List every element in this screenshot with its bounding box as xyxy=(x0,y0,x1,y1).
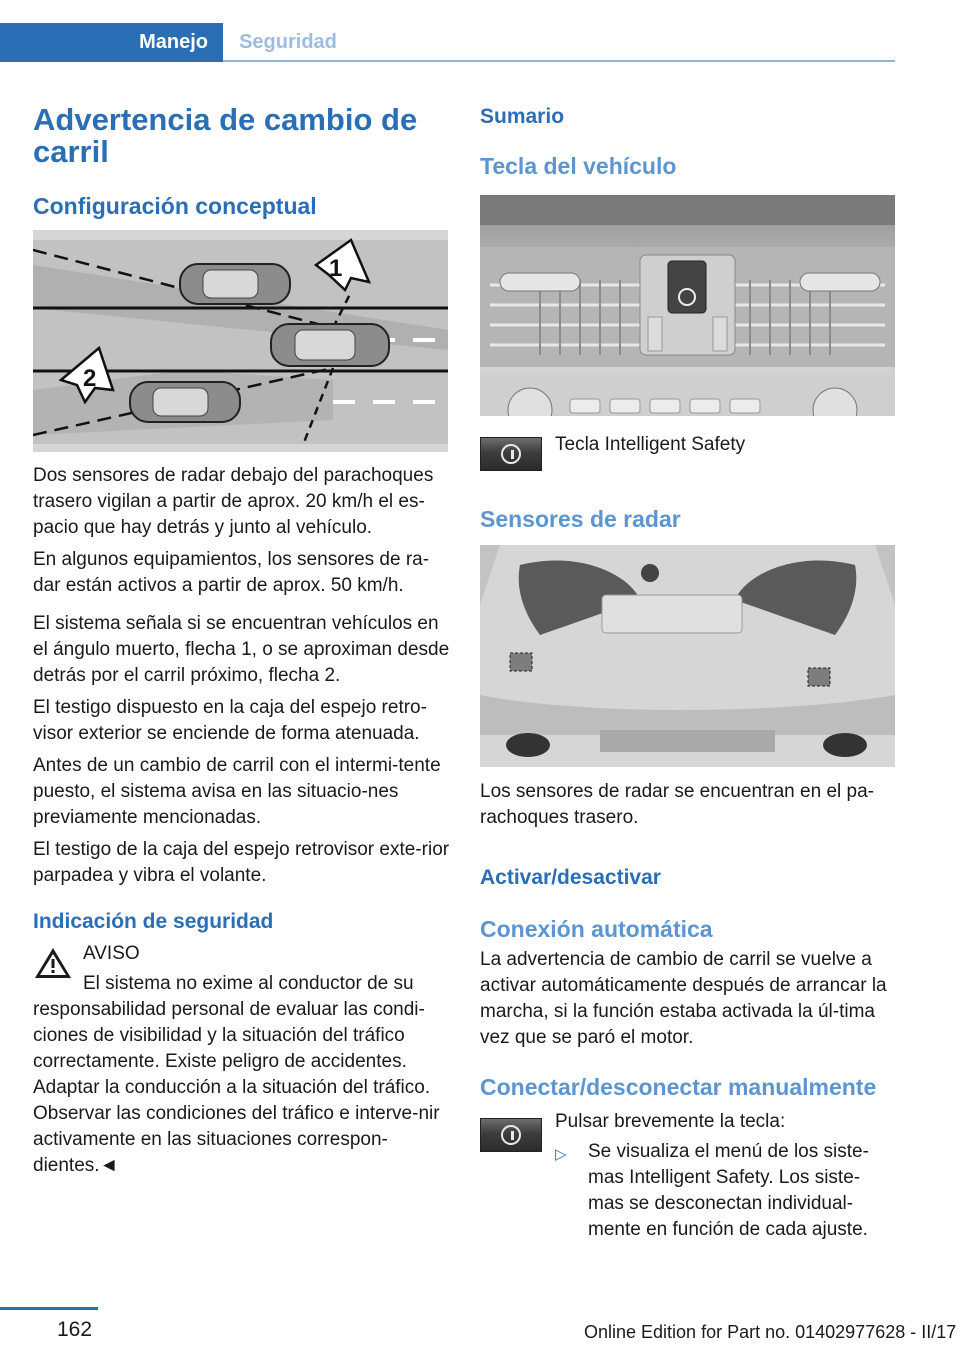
page-title: Advertencia de cambio de carril xyxy=(33,102,418,169)
paragraph: El sistema señala si se encuentran vehículos en el ángulo muerto, flecha 1, o se aproximan desde detrás por el carril próximo, flecha 2. xyxy=(33,613,450,686)
intelligent-safety-button-icon xyxy=(480,437,542,471)
sensores-heading: Sensores de radar xyxy=(480,506,681,532)
paragraph: Antes de un cambio de carril con el intermi-tente puesto, el sistema avisa en las situacio-nes previamente mencionadas. xyxy=(33,755,441,828)
sensores-text: Los sensores de radar se encuentran en el pa-rachoques trasero. xyxy=(480,781,874,828)
warning-block xyxy=(33,941,453,1179)
edition-text: Online Edition for Part no. 01402977628 - II/17 xyxy=(584,1322,957,1342)
arrow-label-1: 1 xyxy=(329,255,343,282)
safety-heading: Indicación de seguridad xyxy=(33,910,274,933)
bullet-marker: ▷ xyxy=(555,1146,567,1163)
tecla-heading: Tecla del vehículo xyxy=(480,153,677,179)
paragraph: En algunos equipamientos, los sensores de ra-dar están activos a partir de aprox. 50 km/h. xyxy=(33,549,430,596)
left-column-body xyxy=(33,463,453,1179)
section-heading-configuracion: Configuración conceptual xyxy=(33,193,317,219)
lane-diagram xyxy=(33,230,448,452)
pulsar-text: Pulsar brevemente la tecla: xyxy=(555,1111,786,1132)
paragraph: Dos sensores de radar debajo del parachoques trasero vigilan a partir de aprox. 20 km/h el es-pacio que hay detrás y junto al vehículo. xyxy=(33,465,434,538)
tab-manejo[interactable] xyxy=(0,23,223,62)
warning-text: El sistema no exime al conductor de su responsabilidad personal de evaluar las condi-ciones de visibilidad y la situación del tráfico correctamente. Existe peligro de accidentes. Adaptar la conducción a la situación del tráfico. Observar las condiciones del tráfico e interve-nir activamente en las situaciones correspon-dientes.◄ xyxy=(33,973,440,1176)
left-column-header xyxy=(33,104,433,220)
rear-bumper-photo xyxy=(480,545,895,767)
conexion-text: La advertencia de cambio de carril se vuelve a activar automáticamente después de arrancar la marcha, si la función estaba activada la úl-tima vez que se paró el motor. xyxy=(480,949,887,1048)
conexion-heading: Conexión automática xyxy=(480,916,713,942)
manual-heading: Conectar/desconectar manualmente xyxy=(480,1074,877,1100)
right-column-header xyxy=(480,104,890,180)
page-number: 162 xyxy=(57,1318,93,1341)
tecla-label: Tecla Intelligent Safety xyxy=(555,434,746,455)
warning-label: AVISO xyxy=(83,943,140,964)
intelligent-safety-button-icon xyxy=(480,1118,542,1152)
paragraph: El testigo dispuesto en la caja del espejo retro-visor exterior se enciende de forma atenuada. xyxy=(33,697,427,744)
tab-seguridad[interactable]: Seguridad xyxy=(239,31,337,53)
footer-rule xyxy=(0,1307,98,1310)
arrow-label-2: 2 xyxy=(83,365,97,392)
warning-triangle-icon xyxy=(33,945,73,981)
sumario-heading: Sumario xyxy=(480,105,565,128)
paragraph: El testigo de la caja del espejo retrovisor exte-rior parpadea y vibra el volante. xyxy=(33,839,450,886)
activar-heading: Activar/desactivar xyxy=(480,866,661,889)
bullet-text: Se visualiza el menú de los siste-mas Intelligent Safety. Los siste-mas se desconectan individual-mente en función de cada ajuste. xyxy=(588,1141,869,1240)
dashboard-button-photo xyxy=(480,195,895,416)
tab-manejo-label: Manejo xyxy=(139,31,208,53)
